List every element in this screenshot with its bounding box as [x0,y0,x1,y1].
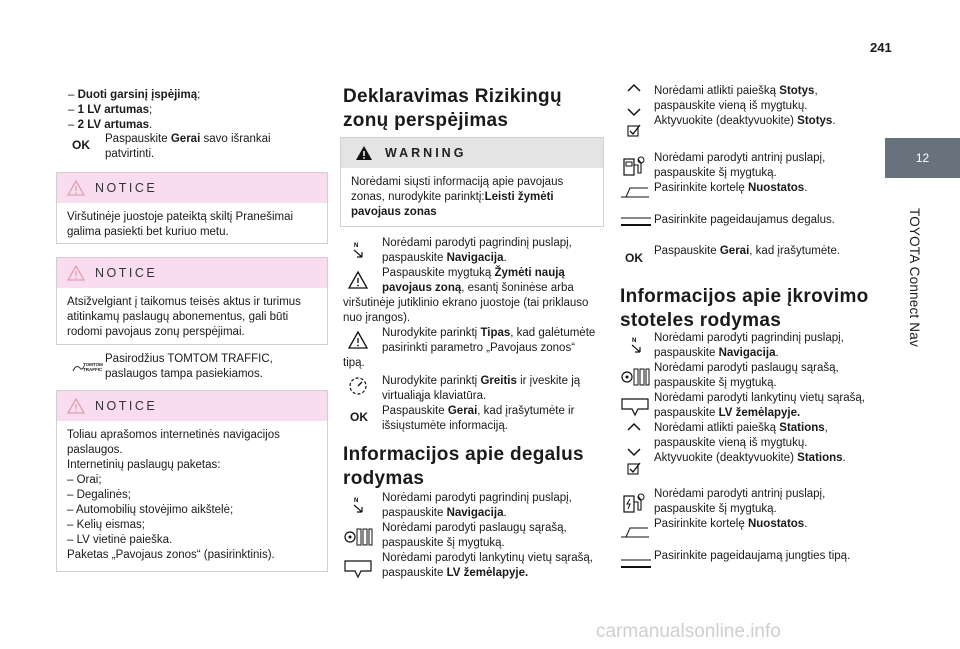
notice-label: NOTICE [95,265,158,280]
navigation-arrow-icon [626,335,646,355]
hazard-triangle-icon [347,270,369,290]
chevron-down-icon [626,107,642,117]
column-1 [68,88,328,133]
navigation-arrow-icon [348,495,368,515]
warning-triangle-icon [67,398,85,414]
ok-icon: OK [350,410,368,424]
notice-label: NOTICE [95,180,158,195]
chapter-sidebar [885,138,960,578]
section-heading: Informacijos apie įkrovimo stoteles rodymas [620,286,869,331]
navigation-arrow-icon [348,240,368,260]
instruction-block: Norėdami parodyti antrinį puslapį, paspauskite šį mygtuką. Pasirinkite kortelę Nuostatos. [654,152,826,194]
warning-box: WARNING Norėdami siųsti informaciją apie pavojaus zonas, nurodykite parinktį:Leisti žymėti pavojaus zonas [340,137,604,227]
checkbox-icon [627,124,641,138]
checkbox-icon [627,462,641,476]
list-item: – 1 LV artumas; [68,104,153,116]
tomtom-info: Pasirodžius TOMTOM TRAFFIC, paslaugos tampa pasiekiamos. [105,353,273,380]
settings-tab-icon [620,185,650,199]
hazard-triangle-icon [347,330,369,350]
fuel-select-icon [620,214,652,228]
watermark: carmanualsonline.info [596,621,781,642]
instruction-block: Norėdami parodyti pagrindinį puslapį, paspauskite Navigacija. Norėdami parodyti paslaugų sąrašą, paspauskite šį mygtuką. Norėdami parodyti lankytinų vietų sąrašą, paspauskite LV žemėlapyje. [382,492,593,579]
map-poi-icon [343,558,373,580]
instruction-block: Pasirinkite pageidaujamus degalus. [654,214,835,226]
services-list-icon [620,366,650,388]
notice-box: NOTICE Toliau aprašomos internetinės navigacijos paslaugos. Internetinių paslaugų paketas: – Orai; – Degalinės; – Automobilių stovėjimo aikštelė; – Kelių eismas; – LV vietinė paieška. Paketas „Pavojaus zonos“ (pasirinktinis). [56,390,328,572]
instruction-block: Norėdami parodyti antrinį puslapį, paspauskite šį mygtuką. Pasirinkite kortelę Nuostatos. [654,488,826,530]
instruction-block: viršutinėje jutiklinio ekrano juostoje (tai priklauso nuo įrangos). [343,297,589,324]
page-number: 241 [870,40,892,55]
notice-box: NOTICE Viršutinėje juostoje pateiktą skiltį Pranešimai galima pasiekti bet kuriuo metu. [56,172,328,244]
ok-icon: OK [72,138,90,152]
chevron-up-icon [626,83,642,93]
warning-triangle-icon [67,265,85,281]
connector-select-icon [620,556,652,570]
instruction-block: Nurodykite parinktį Greitis ir įveskite ją virtualiąja klaviatūra. Paspauskite Gerai, kad įrašytumėte ir išsiųstumėte informaciją. [382,375,581,432]
notice-label: NOTICE [95,398,158,413]
tomtom-traffic-icon: TOMTOM TRAFFIC [72,362,102,374]
list-item: – Duoti garsinį įspėjimą; [68,89,201,101]
section-heading: Informacijos apie degalus rodymas [343,444,584,489]
chapter-title: TOYOTA Connect Nav [907,208,922,347]
list-item: – 2 LV artumas. [68,119,153,131]
instruction-block: Norėdami parodyti pagrindinį puslapį, paspauskite Navigacija. Norėdami parodyti paslaugų sąrašą, paspauskite šį mygtuką. Norėdami parodyti lankytinų vietų sąrašą, paspauskite LV žemėlapyje. Norėdami atlikti paiešką Stations, paspauskite vieną iš mygtukų. Aktyvuokite (deaktyvuokite) Stations. [654,332,865,464]
warning-triangle-icon [67,180,85,196]
section-heading: Deklaravimas Rizikingų zonų perspėjimas [343,86,562,131]
services-list-icon [343,526,373,548]
fuel-settings-icon [621,153,647,179]
instruction-block: tipą. [343,357,365,369]
instruction-block: Paspauskite Gerai, kad įrašytumėte. [654,245,841,257]
instruction-block: Pasirinkite pageidaujamą jungties tipą. [654,550,851,562]
instruction-block: Nurodykite parinktį Tipas, kad galėtumėte pasirinkti parametro „Pavojaus zonos“ [382,327,596,354]
instruction-block: Norėdami parodyti pagrindinį puslapį, paspauskite Navigacija. Paspauskite mygtuką Žymėti naują pavojaus zoną, esantį šoninėse arba [382,237,574,294]
ok-icon: OK [625,251,643,265]
ok-instruction: Paspauskite Gerai savo išrankai patvirtinti. [105,133,271,160]
chevron-up-icon [626,422,642,432]
svg-text:N: N [354,498,359,504]
instruction-block: Norėdami atlikti paiešką Stotys, paspauskite vieną iš mygtukų. Aktyvuokite (deaktyvuokite) Stotys. [654,85,836,127]
chapter-number: 12 [885,138,960,178]
chevron-down-icon [626,447,642,457]
settings-tab-icon [620,525,650,539]
warning-label: WARNING [385,145,467,160]
notice-box: NOTICE Atsižvelgiant į taikomus teisės aktus ir turimus atitinkamų paslaugų abonementus, gali būti rodomi pavojaus zonų perspėjimai. [56,257,328,345]
svg-text:N: N [632,338,637,344]
map-poi-icon [620,396,650,418]
svg-text:N: N [354,243,359,249]
speedometer-icon [348,376,368,396]
charging-settings-icon [621,490,647,516]
warning-triangle-icon [355,145,373,161]
